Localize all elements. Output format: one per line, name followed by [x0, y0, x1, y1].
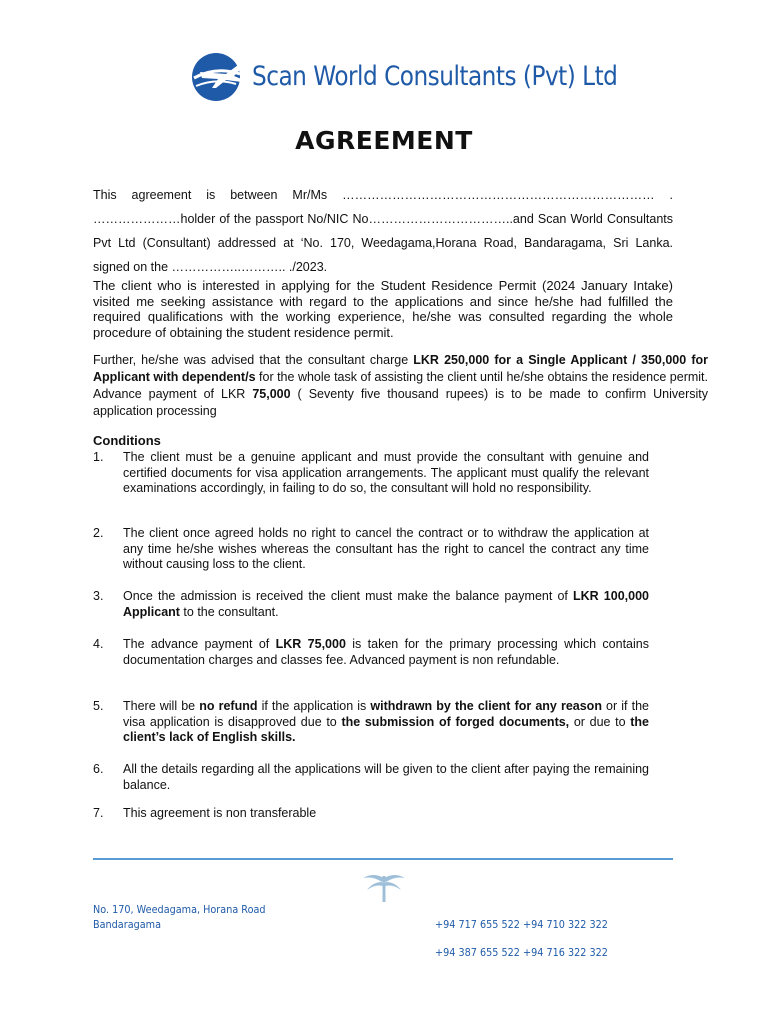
- condition-text: All the details regarding all the applications will be given to the client after paying the remaining balance.: [123, 762, 649, 792]
- phone-row-2: +94 387 655 522 +94 716 322 322: [435, 947, 608, 959]
- globe-airplane-icon: [186, 48, 250, 104]
- company-name: Scan World Consultants (Pvt) Ltd: [252, 60, 618, 92]
- condition-text-part: is taken for the primary processing which contains documentation charges and classes fee. Advanced payment is non refundable.: [123, 637, 649, 667]
- condition-number: 1.: [93, 450, 104, 464]
- condition-text-part: or if the visa application is disapproved due to: [123, 699, 649, 729]
- advance-amount: 75,000: [252, 387, 291, 401]
- condition-item: [93, 762, 649, 793]
- condition-text-part: There will be: [123, 699, 200, 713]
- fee-amount: LKR 250,000 for a Single Applicant / 350,000 for Applicant with dependent/s: [93, 353, 708, 384]
- condition-number: 3.: [93, 589, 104, 603]
- condition-number: 4.: [93, 637, 104, 651]
- condition-bold-part: the submission of forged documents,: [341, 714, 570, 729]
- condition-text: The client must be a genuine applicant and must provide the consultant with genuine and certified documents for visa application arrangements. The applicant must qualify the relevant examinations accordingly, in failing to do so, the consultant will hold no responsibility.: [123, 450, 649, 495]
- condition-number: 7.: [93, 806, 104, 820]
- condition-bold-part: no refund: [199, 699, 258, 713]
- document-title: AGREEMENT: [295, 126, 473, 155]
- condition-item: [93, 699, 649, 746]
- fee-text-2: for the whole task of assisting the client until he/she obtains the residence permit. Advance payment of LKR: [93, 370, 708, 401]
- condition-number: 5.: [93, 699, 104, 713]
- condition-bold-part: the client’s lack of English skills.: [123, 714, 649, 744]
- phone-row-1: +94 717 655 522 +94 710 322 322: [435, 919, 608, 931]
- condition-text-part: if the application is: [257, 699, 371, 713]
- footer-address: [93, 903, 266, 933]
- fee-text-3: ( Seventy five thousand rupees) is to be made to confirm University application processing: [93, 387, 708, 418]
- conditions-heading: Conditions: [93, 433, 161, 448]
- condition-text: [123, 637, 649, 668]
- condition-text-part: The advance payment of: [123, 637, 276, 651]
- condition-bold-part: withdrawn by the client for any reason: [370, 699, 602, 713]
- footer-divider: [93, 858, 673, 860]
- condition-item: [93, 526, 649, 573]
- palm-emblem-icon: [361, 870, 407, 904]
- condition-bold-part: LKR 75,000: [275, 637, 346, 651]
- condition-bold-part: LKR 100,000 Applicant: [123, 589, 649, 619]
- condition-text: [123, 699, 649, 746]
- intro-paragraph: [93, 183, 673, 279]
- condition-text-part: to the consultant.: [179, 604, 279, 619]
- company-logo: [186, 48, 677, 104]
- condition-text: [123, 589, 649, 620]
- condition-number: 2.: [93, 526, 104, 540]
- condition-item: [93, 450, 649, 497]
- condition-text-part: or due to: [569, 714, 631, 729]
- client-paragraph: The client who is interested in applying for the Student Residence Permit (2024 January Intake) visited me seeking assistance with regard to the applications and since he/she had fulfilled the required qualifications with the working experience, he/she was consulted regarding the whole procedure of obtaining the student residence permit.: [93, 278, 673, 340]
- intro-text: This agreement is between Mr/Ms ………………………………………………………………… . …………………holder of the passport No/NIC No……………………………..and Scan World Consultants Pvt Ltd (Consultant) addressed at ‘No. 170, Weedagama,Horana Road, Bandaragama, Sri Lanka. signed on the ……………..……….. ./2023.: [93, 188, 673, 274]
- condition-text-part: Once the admission is received the client must make the balance payment of: [123, 589, 573, 603]
- address-line-1: No. 170, Weedagama, Horana Road: [93, 904, 266, 916]
- address-line-2: Bandaragama: [93, 919, 161, 931]
- condition-item: [93, 589, 649, 620]
- fee-text-1: Further, he/she was advised that the consultant charge: [93, 353, 414, 367]
- condition-item: [93, 806, 649, 822]
- condition-text: The client once agreed holds no right to cancel the contract or to withdraw the application at any time he/she wishes whereas the consultant has the right to cancel the contract any time without causing loss to the client.: [123, 526, 649, 571]
- fee-paragraph: [93, 352, 708, 420]
- condition-text: This agreement is non transferable: [123, 806, 317, 820]
- condition-item: [93, 637, 649, 668]
- condition-number: 6.: [93, 762, 104, 776]
